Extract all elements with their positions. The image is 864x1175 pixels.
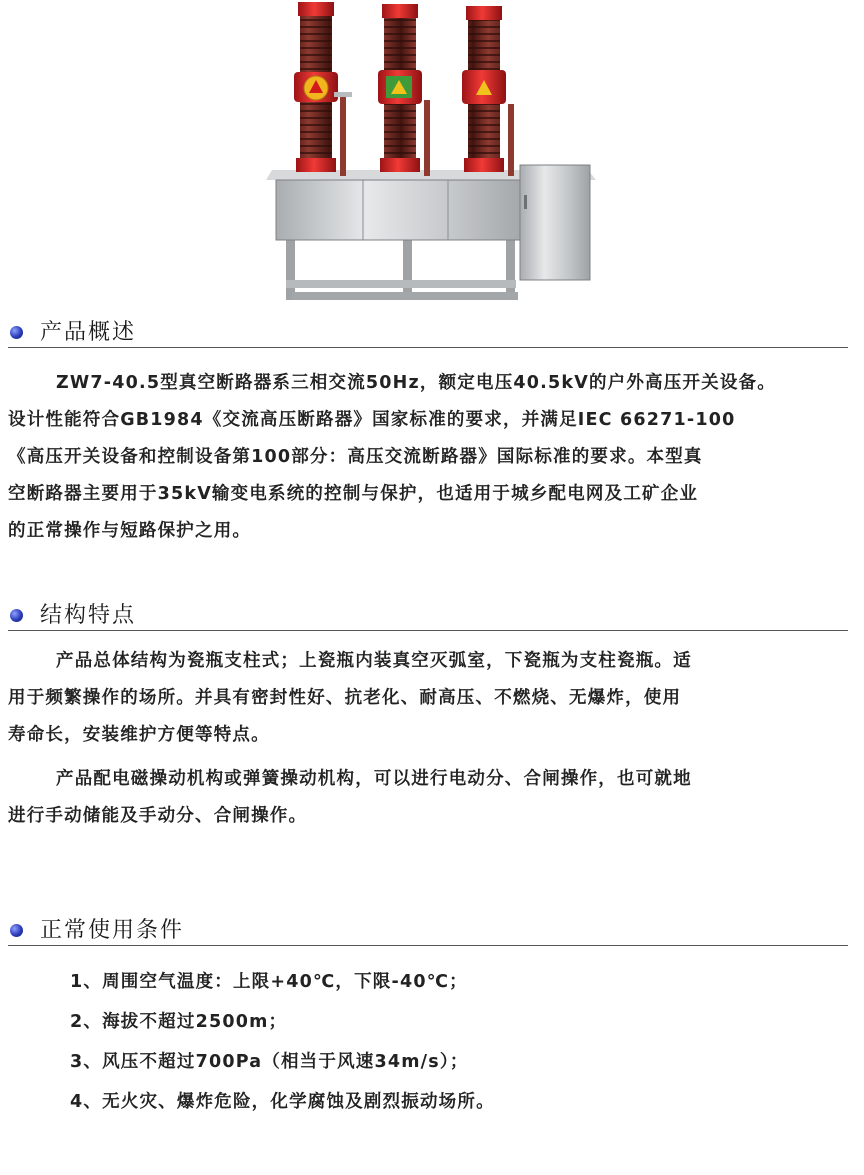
section-title-structure: 结构特点 — [40, 603, 137, 628]
bullet-icon — [10, 609, 23, 622]
overview-line: 《高压开关设备和控制设备第100部分：高压交流断路器》国际标准的要求。本型真 — [8, 447, 703, 467]
section-header-structure — [8, 596, 848, 631]
section-title-conditions: 正常使用条件 — [40, 918, 185, 943]
list-item: 3、风压不超过700Pa（相当于风速34m/s）； — [70, 1052, 469, 1072]
overview-line: 的正常操作与短路保护之用。 — [8, 521, 252, 541]
pole-c — [462, 6, 514, 176]
structure-line: 寿命长，安装维护方便等特点。 — [8, 725, 270, 745]
overview-line: 设计性能符合GB1984《交流高压断路器》国家标准的要求，并满足IEC 66271-100 — [8, 410, 736, 430]
structure-line: 用于频繁操作的场所。并具有密封性好、抗老化、耐高压、不燃烧、无爆炸，使用 — [8, 688, 682, 708]
bullet-icon — [10, 924, 23, 937]
list-item: 2、海拔不超过2500m； — [70, 1012, 288, 1032]
bullet-icon — [10, 326, 23, 339]
list-item: 1、周围空气温度：上限+40℃，下限-40℃； — [70, 972, 468, 992]
conditions-list — [70, 962, 830, 1122]
structure-line: 产品总体结构为瓷瓶支柱式；上瓷瓶内装真空灭弧室，下瓷瓶为支柱瓷瓶。适 — [56, 651, 692, 671]
steel-frame — [286, 235, 518, 300]
list-item: 4、无火灾、爆炸危险，化学腐蚀及剧烈振动场所。 — [70, 1092, 495, 1112]
product-image — [258, 0, 604, 305]
structure-paragraph-2 — [8, 761, 848, 835]
overview-line: ZW7-40.5型真空断路器系三相交流50Hz，额定电压40.5kV的户外高压开关设备。 — [56, 373, 776, 393]
section-header-conditions — [8, 911, 848, 946]
section-title-overview: 产品概述 — [40, 320, 137, 345]
structure-line: 产品配电磁操动机构或弹簧操动机构，可以进行电动分、合闸操作，也可就地 — [56, 769, 692, 789]
pole-b — [378, 4, 430, 176]
overview-paragraph — [8, 365, 848, 550]
structure-line: 进行手动储能及手动分、合闸操作。 — [8, 806, 308, 826]
stainless-cabinet — [266, 165, 596, 280]
section-header-overview — [8, 313, 848, 348]
pole-a — [294, 2, 352, 176]
structure-paragraph-1 — [8, 643, 848, 754]
overview-line: 空断路器主要用于35kV输变电系统的控制与保护，也适用于城乡配电网及工矿企业 — [8, 484, 699, 504]
